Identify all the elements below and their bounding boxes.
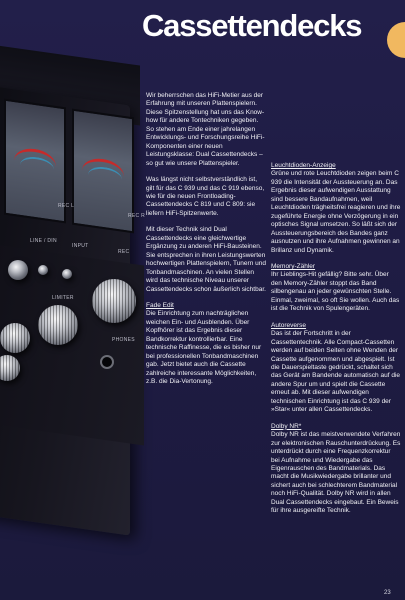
label-limiter: LIMITER (52, 295, 74, 301)
input-selector-knob (8, 260, 28, 280)
paragraph-technique: Mit dieser Technik sind Dual Cassettendecks eine gleichwertige Ergänzung zu anderen HiFi-Bausteinen. Sie entsprechen in ihren Leistungswerten hochwertigen Plattenspielern, Tunern und Tonbandmaschinen. An vielen Stellen wird das technische Niveau unserer Cassettendecks schon äußerlich sichtbar. (146, 226, 266, 293)
intro-paragraph: Wir beherrschen das HiFi-Metier aus der Erfahrung mit unseren Plattenspielern. Diese Spitzenstellung hat uns das Know-how für andere Tontechniken gegeben. So stehen am Ende einer jahrelangen Entwicklungs- und Forschungsreihe HiFi-Komponenten einer neuen Leistungsklasse: Dual Cassettendecks – so gut wie unsere Plattenspieler. (146, 92, 265, 167)
vu-meter-left (4, 99, 66, 224)
memory-counter-heading: Memory-Zähler (271, 262, 316, 270)
balance-knob (0, 323, 30, 353)
label-phones: PHONES (112, 337, 135, 343)
cassette-deck-photo (0, 55, 150, 600)
autoreverse-text: Das ist der Fortschritt in der Cassettentechnik. Alle Compact-Cassetten werden auf beiden Seiten ohne Wenden der Cassette aufgenommen und abgespielt. Ist die Dauerspieltaste gedrückt, schaltet sich das Gerät am Bandende automatisch auf die andere Spur um und spielt die Cassette erneut ab. Mit dieser aufwendigen technischen Einrichtung ist das C 939 der »Star« unter allen Cassettendecks. (271, 330, 400, 414)
label-input: INPUT (72, 243, 89, 249)
record-level-knob (92, 279, 136, 323)
limiter-knob (38, 305, 78, 345)
small-knob (38, 265, 48, 275)
label-rec-left: REC L (58, 203, 75, 209)
text-column-left (146, 92, 266, 395)
page-number: 23 (384, 590, 391, 596)
led-text: Grüne und rote Leuchtdioden zeigen beim C 939 die Intensität der Aussteuerung an. Das Ergebnis dieser aufwendigen Ausstattung sind bessere Bandaufnahmen, weil Leuchtdioden trägheitsfrei reagieren und ihre zugeführte Energie ohne Verzögerung in ein optisches Signal umsetzen. So läßt sich der Aussteuerungsbereich des Bandes ganz ausnutzen und ihre Aufnahmen gewinnen an Brillanz und Dynamik. (271, 170, 401, 254)
memory-counter-text: Ihr Lieblings-Hit gefällig? Bitte sehr. Über den Memory-Zähler stoppt das Band silbengenau an jeder gewünschten Stelle. Einmal, zweimal, so oft Sie wollen. Auch das ist die Technik von Spulengeräten. (271, 271, 400, 313)
label-line-din: LINE / DIN (30, 238, 57, 244)
vu-meter-right (72, 109, 134, 234)
autoreverse-heading: Autoreverse (271, 321, 307, 329)
small-knob (62, 269, 72, 279)
text-column-right (271, 162, 401, 524)
headphone-jack (100, 355, 114, 369)
section-tab-marker (387, 22, 405, 58)
label-rec-right: REC R (128, 213, 146, 219)
led-heading: Leuchtdioden-Anzeige (271, 162, 336, 169)
label-rec: REC (118, 249, 130, 255)
paragraph-models: Was längst nicht selbstverständlich ist, gilt für das C 939 und das C 919 ebenso, wie für die neuen Frontloading-Cassettendecks C 819 und C 809: sie liefern HiFi-Spitzenwerte. (146, 176, 265, 217)
dolby-heading: Dolby NR* (271, 422, 302, 430)
dolby-text: Dolby NR ist das meistverwendete Verfahren zur elektronischen Rauschunterdrückung. Es unterdrückt durch eine Frequenzkorrektur bei Aufnahme und Wiedergabe das Eigenrauschen des Bandmaterials. Das macht die Musikwiedergabe brillanter und sichert auch bei schlechterem Bandmaterial noch HiFi-Qualität. Dolby NR wird in allen Dual Cassettendecks eingebaut. Ein Beweis für ihre ausgereifte Technik. (271, 431, 401, 515)
fade-edit-heading: Fade Edit (146, 301, 174, 309)
page-title: Cassettendecks (142, 8, 362, 43)
fade-edit-text: Die Einrichtung zum nachträglichen weichen Ein- und Ausblenden. Über Kopfhörer ist das Ergebnis dieser Bandkorrektur kontrollierbar. Eine technische Raffinesse, die es bisher nur bei professionellen Tonbandmaschinen gab. Jetzt bietet auch die Cassette zahlreiche interessante Möglichkeiten, z.B. die Dia-Vertonung. (146, 310, 262, 386)
